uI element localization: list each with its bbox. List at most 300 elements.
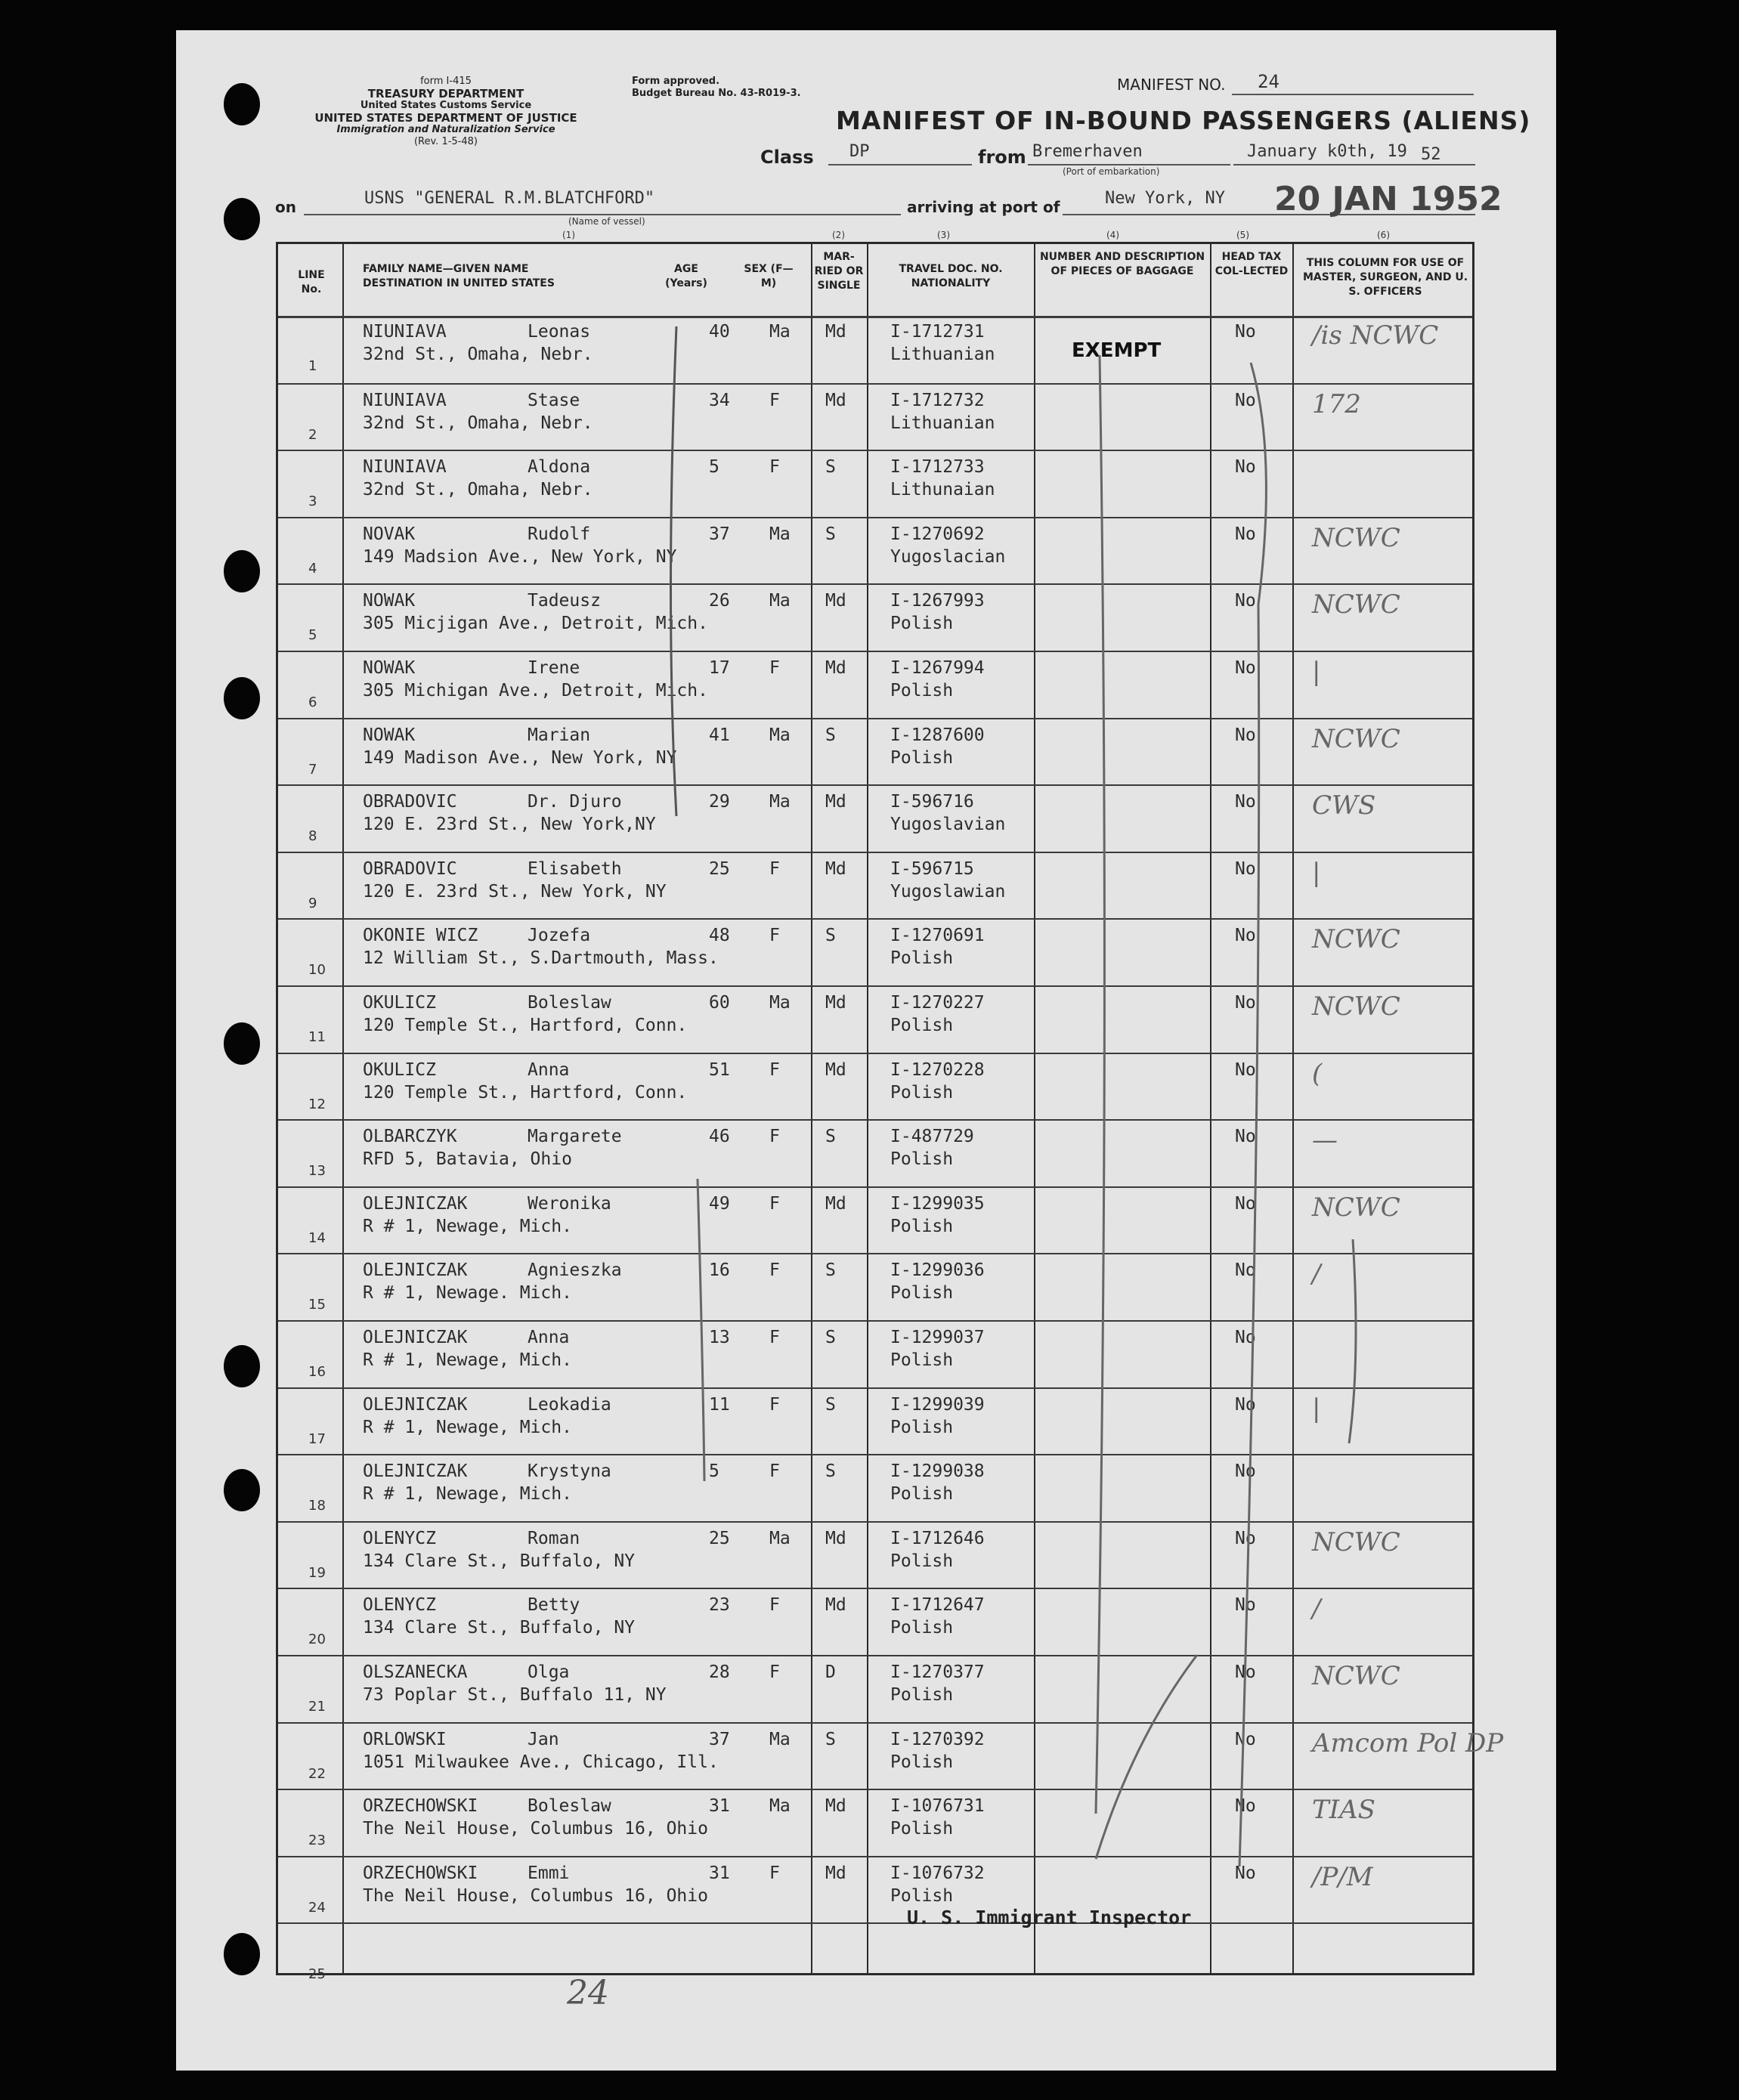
- cell-doc: I-1712731: [890, 322, 985, 342]
- cell-given: Aldona: [528, 457, 591, 478]
- cell-given: Boleslaw: [528, 993, 611, 1013]
- manifest-no: 24: [1258, 71, 1279, 92]
- col-num-4: (4): [1106, 230, 1119, 240]
- cell-given: Margarete: [528, 1127, 622, 1147]
- cell-age: 23: [709, 1595, 730, 1616]
- cell-nat: Polish: [890, 1016, 954, 1035]
- manifest-title: MANIFEST OF IN-BOUND PASSENGERS (ALIENS): [836, 106, 1531, 135]
- cell-nat: Polish: [890, 1149, 954, 1170]
- cell-sex: F: [769, 1127, 780, 1147]
- cell-age: 17: [709, 658, 730, 678]
- cell-tax: No: [1235, 1328, 1256, 1347]
- cell-tax: No: [1235, 591, 1256, 611]
- cell-dest: R # 1, Newage, Mich.: [363, 1350, 572, 1370]
- line-number: 20: [308, 1631, 326, 1648]
- cell-given: Emmi: [528, 1863, 570, 1883]
- col-num-2: (2): [832, 230, 845, 240]
- cell-dest: 32nd St., Omaha, Nebr.: [363, 413, 593, 433]
- cell-doc: I-1270228: [890, 1059, 985, 1080]
- cell-age: 60: [709, 993, 730, 1013]
- cell-nat: Polish: [890, 1417, 954, 1437]
- cell-tax: No: [1235, 457, 1256, 478]
- cell-family: ORZECHOWSKI: [363, 1796, 478, 1817]
- cell-ms: Md: [825, 1059, 846, 1080]
- cell-sex: Ma: [769, 524, 791, 544]
- cell-nat: Polish: [890, 1618, 954, 1638]
- cell-doc: I-596716: [890, 792, 974, 812]
- port-caption: (Port of embarkation): [1063, 166, 1160, 177]
- cell-age: 13: [709, 1328, 730, 1347]
- cell-doc: I-1299039: [890, 1394, 985, 1415]
- cell-doc: I-1712733: [890, 457, 985, 478]
- cell-tax: No: [1235, 658, 1256, 678]
- cell-given: Jan: [528, 1729, 559, 1749]
- cell-sex: F: [769, 1394, 780, 1415]
- col-num-1: (1): [562, 230, 575, 240]
- revision: (Rev. 1-5-48): [413, 136, 478, 147]
- cell-given: Dr. Djuro: [528, 792, 622, 812]
- inspector-label: U. S. Immigrant Inspector: [907, 1907, 1192, 1928]
- cell-family: NOVAK: [363, 524, 416, 544]
- line-number: 6: [308, 694, 317, 710]
- line-number: 21: [308, 1699, 326, 1715]
- line-number: 16: [308, 1364, 326, 1380]
- cell-family: ORLOWSKI: [363, 1729, 447, 1749]
- col-num-6: (6): [1377, 230, 1390, 240]
- cell-sex: F: [769, 1662, 780, 1682]
- cell-family: OLEJNICZAK: [363, 1328, 468, 1347]
- cell-nat: Lithuanian: [890, 413, 995, 433]
- from-label: from: [978, 147, 1026, 168]
- cell-age: 31: [709, 1863, 730, 1883]
- cell-age: 37: [709, 1729, 730, 1749]
- cell-family: OLSZANECKA: [363, 1662, 468, 1682]
- cell-given: Stase: [528, 390, 580, 410]
- cell-ms: Md: [825, 993, 846, 1013]
- cell-dest: 1051 Milwaukee Ave., Chicago, Ill.: [363, 1752, 719, 1772]
- cell-ms: S: [825, 1394, 836, 1415]
- officer-note: NCWC: [1312, 522, 1400, 553]
- cell-age: 34: [709, 390, 730, 410]
- budget-bureau: Budget Bureau No. 43-R019-3.: [632, 88, 801, 99]
- treasury-dept: TREASURY DEPARTMENT: [367, 87, 524, 101]
- cell-family: NIUNIAVA: [363, 322, 447, 342]
- cell-family: OKONIE WICZ: [363, 926, 478, 946]
- vessel-value: USNS "GENERAL R.M.BLATCHFORD": [364, 189, 655, 208]
- cell-tax: No: [1235, 926, 1256, 946]
- form-number: form I-415: [420, 76, 472, 87]
- cell-sex: F: [769, 1260, 780, 1281]
- cell-doc: I-1287600: [890, 725, 985, 745]
- cell-age: 29: [709, 792, 730, 812]
- cell-age: 28: [709, 1662, 730, 1682]
- cell-doc: I-487729: [890, 1127, 974, 1147]
- officer-note: —: [1312, 1125, 1338, 1156]
- cell-family: ORZECHOWSKI: [363, 1863, 478, 1883]
- officer-note: |: [1312, 657, 1321, 687]
- cell-nat: Polish: [890, 1819, 954, 1839]
- cell-family: NOWAK: [363, 658, 416, 678]
- ins-service: Immigration and Naturalization Service: [336, 124, 555, 135]
- cell-age: 16: [709, 1260, 730, 1281]
- cell-ms: S: [825, 1260, 836, 1281]
- class-value: DP: [849, 142, 870, 161]
- cell-sex: F: [769, 390, 780, 410]
- cell-ms: Md: [825, 1796, 846, 1817]
- cell-doc: I-1712647: [890, 1595, 985, 1616]
- officer-note: |: [1312, 857, 1321, 888]
- line-number: 24: [308, 1899, 326, 1916]
- cell-family: OBRADOVIC: [363, 858, 457, 879]
- cell-ms: S: [825, 457, 836, 478]
- col-head-line: LINE No.: [298, 269, 325, 295]
- cell-given: Boleslaw: [528, 1796, 611, 1817]
- cell-nat: Polish: [890, 1350, 954, 1370]
- line-number: 25: [308, 1966, 326, 1983]
- line-number: 19: [308, 1564, 326, 1581]
- cell-nat: Polish: [890, 1484, 954, 1505]
- cell-nat: Polish: [890, 614, 954, 634]
- col-head-sex: SEX (F—M): [744, 263, 794, 289]
- form-approved: Form approved.: [632, 76, 720, 87]
- cell-family: OLENYCZ: [363, 1528, 436, 1548]
- cell-dest: R # 1, Newage, Mich.: [363, 1216, 572, 1236]
- cell-age: 31: [709, 1796, 730, 1817]
- cell-doc: I-1270691: [890, 926, 985, 946]
- cell-dest: 32nd St., Omaha, Nebr.: [363, 480, 593, 500]
- cell-dest: 120 Temple St., Hartford, Conn.: [363, 1082, 688, 1103]
- cell-age: 49: [709, 1193, 730, 1214]
- cell-ms: Md: [825, 858, 846, 879]
- cell-tax: No: [1235, 1595, 1256, 1616]
- officer-note: NCWC: [1312, 1526, 1400, 1557]
- cell-dest: 120 Temple St., Hartford, Conn.: [363, 1016, 688, 1035]
- officer-note: NCWC: [1312, 1192, 1400, 1223]
- cell-dest: 32nd St., Omaha, Nebr.: [363, 345, 593, 364]
- justice-dept: UNITED STATES DEPARTMENT OF JUSTICE: [314, 111, 577, 125]
- cell-sex: Ma: [769, 993, 791, 1013]
- cell-nat: Yugoslacian: [890, 546, 1006, 567]
- cell-nat: Polish: [890, 747, 954, 768]
- line-number: 11: [308, 1029, 326, 1045]
- cell-tax: No: [1235, 524, 1256, 544]
- baggage-stamp: EXEMPT: [1072, 339, 1162, 362]
- cell-dest: 73 Poplar St., Buffalo 11, NY: [363, 1685, 667, 1705]
- cell-family: OLEJNICZAK: [363, 1193, 468, 1214]
- cell-sex: F: [769, 858, 780, 879]
- line-number: 22: [308, 1765, 326, 1782]
- line-number: 12: [308, 1096, 326, 1112]
- cell-dest: 149 Madison Ave., New York, NY: [363, 747, 677, 768]
- cell-age: 5: [709, 457, 719, 478]
- cell-age: 11: [709, 1394, 730, 1415]
- cell-nat: Lithuanian: [890, 345, 995, 364]
- cell-nat: Polish: [890, 1082, 954, 1103]
- col-num-3: (3): [937, 230, 950, 240]
- cell-dest: The Neil House, Columbus 16, Ohio: [363, 1819, 708, 1839]
- line-number: 2: [308, 426, 317, 443]
- cell-dest: R # 1, Newage. Mich.: [363, 1283, 572, 1304]
- port-value: Bremerhaven: [1032, 142, 1143, 161]
- cell-ms: Md: [825, 1595, 846, 1616]
- cell-tax: No: [1235, 1796, 1256, 1817]
- officer-note: NCWC: [1312, 991, 1400, 1022]
- cell-given: Weronika: [528, 1193, 611, 1214]
- cell-given: Krystyna: [528, 1461, 611, 1482]
- cell-family: OBRADOVIC: [363, 792, 457, 812]
- cell-doc: I-1267994: [890, 658, 985, 678]
- cell-dest: 149 Madsion Ave., New York, NY: [363, 546, 677, 567]
- cell-dest: 134 Clare St., Buffalo, NY: [363, 1618, 636, 1638]
- officer-note: CWS: [1312, 790, 1376, 821]
- class-label: Class: [760, 147, 814, 168]
- cell-given: Agnieszka: [528, 1260, 622, 1281]
- cell-ms: S: [825, 1127, 836, 1147]
- col-head-name: FAMILY NAME—GIVEN NAME DESTINATION IN UNITED STATES: [363, 263, 555, 289]
- cell-dest: 12 William St., S.Dartmouth, Mass.: [363, 948, 719, 969]
- cell-tax: No: [1235, 1394, 1256, 1415]
- cell-ms: Md: [825, 658, 846, 678]
- cell-nat: Yugoslavian: [890, 815, 1006, 835]
- cell-family: OLEJNICZAK: [363, 1260, 468, 1281]
- cell-given: Leokadia: [528, 1394, 611, 1415]
- vessel-caption: (Name of vessel): [568, 216, 645, 227]
- cell-ms: Md: [825, 1193, 846, 1214]
- cell-family: OLEJNICZAK: [363, 1394, 468, 1415]
- cell-age: 26: [709, 591, 730, 611]
- cell-ms: D: [825, 1662, 836, 1682]
- cell-doc: I-1076732: [890, 1863, 985, 1883]
- line-number: 17: [308, 1430, 326, 1447]
- cell-given: Anna: [528, 1059, 570, 1080]
- cell-ms: S: [825, 524, 836, 544]
- cell-sex: Ma: [769, 1528, 791, 1548]
- line-number: 4: [308, 560, 317, 577]
- cell-tax: No: [1235, 1863, 1256, 1883]
- cell-dest: R # 1, Newage, Mich.: [363, 1417, 572, 1437]
- cell-sex: F: [769, 1863, 780, 1883]
- officer-note: TIAS: [1312, 1795, 1375, 1826]
- cell-doc: I-596715: [890, 858, 974, 879]
- cell-dest: RFD 5, Batavia, Ohio: [363, 1149, 572, 1170]
- cell-doc: I-1299037: [890, 1328, 985, 1347]
- cell-tax: No: [1235, 1059, 1256, 1080]
- cell-doc: I-1270377: [890, 1662, 985, 1682]
- officer-note: NCWC: [1312, 924, 1400, 955]
- cell-nat: Polish: [890, 1685, 954, 1705]
- cell-given: Tadeusz: [528, 591, 601, 611]
- cell-ms: Md: [825, 591, 846, 611]
- cell-given: Marian: [528, 725, 591, 745]
- cell-age: 40: [709, 322, 730, 342]
- line-number: 14: [308, 1229, 326, 1246]
- cell-age: 37: [709, 524, 730, 544]
- officer-note: Amcom Pol DP: [1312, 1727, 1504, 1758]
- cell-tax: No: [1235, 390, 1256, 410]
- cell-given: Irene: [528, 658, 580, 678]
- date-value: January k0th, 19: [1247, 142, 1407, 161]
- cell-given: Jozefa: [528, 926, 591, 946]
- col-head-officers: THIS COLUMN FOR USE OF MASTER, SURGEON, AND U. S. OFFICERS: [1302, 257, 1468, 298]
- cell-nat: Polish: [890, 948, 954, 969]
- officer-note: NCWC: [1312, 723, 1400, 754]
- col-num-5: (5): [1236, 230, 1249, 240]
- line-number: 18: [308, 1498, 326, 1514]
- cell-ms: Md: [825, 1528, 846, 1548]
- cell-sex: F: [769, 1595, 780, 1616]
- cell-tax: No: [1235, 1461, 1256, 1482]
- officer-note: NCWC: [1312, 589, 1400, 620]
- cell-age: 41: [709, 725, 730, 745]
- cell-age: 5: [709, 1461, 719, 1482]
- cell-family: NIUNIAVA: [363, 390, 447, 410]
- officer-note: /is NCWC: [1312, 320, 1439, 351]
- officer-note: /: [1312, 1259, 1321, 1290]
- cell-nat: Polish: [890, 1752, 954, 1772]
- cell-nat: Polish: [890, 1551, 954, 1571]
- cell-doc: I-1712732: [890, 390, 985, 410]
- officer-note: |: [1312, 1393, 1321, 1424]
- line-number: 5: [308, 627, 317, 644]
- cell-dest: 134 Clare St., Buffalo, NY: [363, 1551, 636, 1571]
- manifest-no-label: MANIFEST NO.: [1117, 76, 1226, 94]
- cell-nat: Polish: [890, 1885, 954, 1906]
- col-head-age: AGE (Years): [665, 263, 707, 289]
- cell-tax: No: [1235, 322, 1256, 342]
- cell-given: Rudolf: [528, 524, 591, 544]
- cell-sex: Ma: [769, 591, 791, 611]
- cell-sex: Ma: [769, 792, 791, 812]
- line-number: 3: [308, 493, 317, 510]
- cell-doc: I-1267993: [890, 591, 985, 611]
- line-number: 1: [308, 358, 317, 374]
- cell-tax: No: [1235, 993, 1256, 1013]
- cell-ms: S: [825, 725, 836, 745]
- cell-family: OLBARCZYK: [363, 1127, 457, 1147]
- cell-ms: S: [825, 1461, 836, 1482]
- cell-age: 25: [709, 858, 730, 879]
- col-head-marital: MAR-RIED OR SINGLE: [814, 251, 864, 292]
- officer-note: /: [1312, 1594, 1321, 1625]
- line-number: 9: [308, 895, 317, 911]
- cell-family: NIUNIAVA: [363, 457, 447, 478]
- officer-note: (: [1312, 1058, 1323, 1089]
- cell-family: OLENYCZ: [363, 1595, 436, 1616]
- line-number: 23: [308, 1832, 326, 1849]
- cell-tax: No: [1235, 1528, 1256, 1548]
- cell-nat: Polish: [890, 1283, 954, 1304]
- cell-given: Roman: [528, 1528, 580, 1548]
- cell-family: NOWAK: [363, 591, 416, 611]
- cell-sex: Ma: [769, 1729, 791, 1749]
- cell-dest: R # 1, Newage, Mich.: [363, 1484, 572, 1505]
- arrival-port: New York, NY: [1105, 189, 1225, 208]
- cell-tax: No: [1235, 792, 1256, 812]
- customs-service: United States Customs Service: [360, 100, 532, 111]
- cell-age: 48: [709, 926, 730, 946]
- cell-sex: F: [769, 1328, 780, 1347]
- officer-note: /P/M: [1312, 1861, 1373, 1892]
- cell-ms: Md: [825, 1863, 846, 1883]
- col-head-doc: TRAVEL DOC. NO. NATIONALITY: [899, 263, 1003, 289]
- cell-dest: The Neil House, Columbus 16, Ohio: [363, 1885, 708, 1906]
- cell-nat: Lithunaian: [890, 480, 995, 500]
- cell-doc: I-1299038: [890, 1461, 985, 1482]
- officer-note: NCWC: [1312, 1661, 1400, 1691]
- cell-sex: Ma: [769, 725, 791, 745]
- cell-sex: Ma: [769, 322, 791, 342]
- cell-ms: S: [825, 1328, 836, 1347]
- date-stamp: 20 JAN 1952: [1274, 180, 1502, 218]
- cell-family: OKULICZ: [363, 993, 436, 1013]
- cell-given: Olga: [528, 1662, 570, 1682]
- cell-nat: Yugoslawian: [890, 881, 1006, 902]
- line-number: 8: [308, 828, 317, 845]
- cell-ms: S: [825, 1729, 836, 1749]
- cell-age: 25: [709, 1528, 730, 1548]
- line-number: 13: [308, 1163, 326, 1180]
- col-head-baggage: NUMBER AND DESCRIPTION OF PIECES OF BAGGAGE: [1039, 251, 1205, 277]
- cell-family: OKULICZ: [363, 1059, 436, 1080]
- cell-dest: 120 E. 23rd St., New York, NY: [363, 881, 667, 902]
- line-number: 15: [308, 1297, 326, 1313]
- cell-given: Elisabeth: [528, 858, 622, 879]
- cell-sex: Ma: [769, 1796, 791, 1817]
- cell-dest: 305 Micjigan Ave., Detroit, Mich.: [363, 614, 708, 634]
- cell-family: OLEJNICZAK: [363, 1461, 468, 1482]
- cell-nat: Polish: [890, 681, 954, 701]
- cell-ms: S: [825, 926, 836, 946]
- line-number: 7: [308, 761, 317, 778]
- cell-doc: I-1270227: [890, 993, 985, 1013]
- cell-nat: Polish: [890, 1216, 954, 1236]
- on-label: on: [275, 198, 296, 216]
- cell-given: Betty: [528, 1595, 580, 1616]
- cell-doc: I-1712646: [890, 1528, 985, 1548]
- cell-dest: 305 Michigan Ave., Detroit, Mich.: [363, 681, 708, 701]
- cell-sex: F: [769, 1193, 780, 1214]
- cell-tax: No: [1235, 1729, 1256, 1749]
- cell-sex: F: [769, 1059, 780, 1080]
- cell-ms: Md: [825, 390, 846, 410]
- cell-tax: No: [1235, 1127, 1256, 1147]
- cell-family: NOWAK: [363, 725, 416, 745]
- cell-doc: I-1299035: [890, 1193, 985, 1214]
- cell-age: 46: [709, 1127, 730, 1147]
- cell-sex: F: [769, 457, 780, 478]
- cell-doc: I-1270692: [890, 524, 985, 544]
- cell-tax: No: [1235, 1260, 1256, 1281]
- cell-tax: No: [1235, 1662, 1256, 1682]
- cell-ms: Md: [825, 322, 846, 342]
- line-number: 10: [308, 962, 326, 979]
- cell-doc: I-1270392: [890, 1729, 985, 1749]
- cell-given: Leonas: [528, 322, 591, 342]
- cell-age: 51: [709, 1059, 730, 1080]
- footer-page-number: 24: [567, 1974, 609, 2012]
- cell-ms: Md: [825, 792, 846, 812]
- cell-given: Anna: [528, 1328, 570, 1347]
- col-head-tax: HEAD TAX COL-LECTED: [1215, 251, 1289, 277]
- cell-tax: No: [1235, 725, 1256, 745]
- arriving-label: arriving at port of: [907, 198, 1060, 216]
- cell-sex: F: [769, 658, 780, 678]
- cell-sex: F: [769, 926, 780, 946]
- cell-tax: No: [1235, 858, 1256, 879]
- cell-sex: F: [769, 1461, 780, 1482]
- cell-tax: No: [1235, 1193, 1256, 1214]
- officer-note: 172: [1312, 388, 1361, 419]
